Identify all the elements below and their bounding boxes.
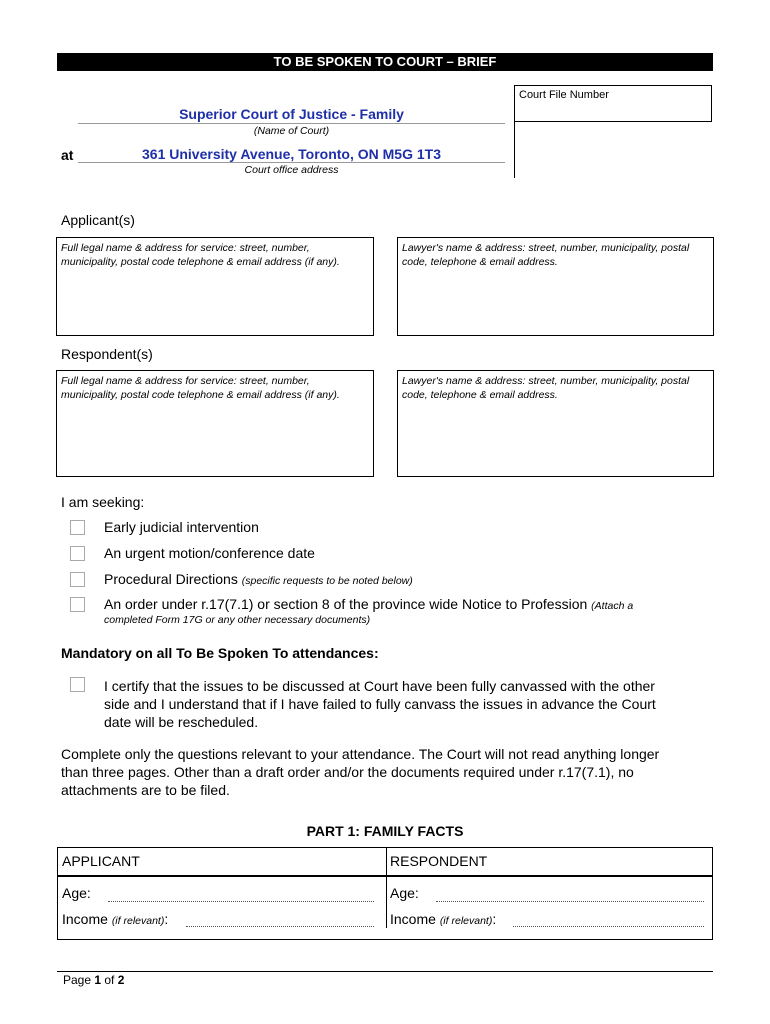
certify-line-3: date will be rescheduled.: [104, 714, 259, 730]
applicant-column-header: APPLICANT: [62, 853, 140, 869]
order-r17-note: (Attach a: [591, 600, 634, 612]
order-r17-checkbox[interactable]: [70, 597, 85, 612]
file-box-divider: [514, 122, 515, 178]
applicant-party-hint: Full legal name & address for service: street, number, municipality, postal code telephone & email address (if any).: [61, 242, 340, 268]
applicant-party-field[interactable]: [56, 237, 374, 336]
court-name-underline: [78, 123, 505, 124]
table-header-divider: [58, 875, 712, 877]
certify-statement: [104, 677, 714, 731]
certify-line-2: side and I understand that if I have failed to fully canvass the issues in advance the Court: [104, 696, 656, 712]
instructions-paragraph: [61, 745, 721, 799]
respondent-lawyer-field[interactable]: [397, 370, 714, 477]
family-facts-table: [57, 847, 713, 940]
applicants-heading: Applicant(s): [61, 212, 135, 228]
order-r17-note-continued: completed Form 17G or any other necessary documents): [104, 614, 371, 626]
court-name-caption: (Name of Court): [253, 125, 330, 137]
procedural-directions-label: Procedural Directions: [104, 571, 238, 587]
applicant-lawyer-field[interactable]: [397, 237, 714, 336]
instructions-line-3: attachments are to be filed.: [61, 782, 230, 798]
instructions-line-2: than three pages. Other than a draft order and/or the documents required under r.17(7.1), no: [61, 764, 634, 780]
page-prefix: Page: [63, 973, 95, 987]
applicant-income-note: (if relevant): [111, 915, 165, 927]
applicant-age-label: Age:: [62, 885, 91, 901]
procedural-directions-option: [104, 571, 413, 587]
urgent-motion-checkbox[interactable]: [70, 546, 85, 561]
respondent-party-hint: Full legal name & address for service: street, number, municipality, postal code telephone & email address (if any).: [61, 375, 340, 401]
urgent-motion-label: An urgent motion/conference date: [104, 545, 315, 561]
page-total: 2: [117, 973, 125, 987]
footer-rule: [57, 971, 713, 972]
page-indicator: [63, 973, 124, 987]
applicant-income-colon: :: [164, 911, 169, 927]
court-file-number-label: Court File Number: [519, 89, 609, 101]
table-column-divider: [386, 848, 387, 928]
instructions-line-1: Complete only the questions relevant to your attendance. The Court will not read anything longer: [61, 746, 660, 762]
applicant-income-label: [62, 911, 168, 927]
respondent-income-note: (if relevant): [439, 915, 493, 927]
at-label: at: [61, 147, 74, 163]
part1-heading: PART 1: FAMILY FACTS: [306, 823, 464, 839]
early-intervention-label: Early judicial intervention: [104, 519, 259, 535]
court-address-underline: [78, 162, 505, 163]
applicant-income-field[interactable]: [186, 926, 374, 927]
mandatory-heading: Mandatory on all To Be Spoken To attendances:: [61, 645, 379, 661]
page-number: 1: [94, 973, 102, 987]
early-intervention-checkbox[interactable]: [70, 520, 85, 535]
court-address-caption: Court office address: [244, 164, 339, 176]
certify-checkbox[interactable]: [70, 677, 85, 692]
respondents-heading: Respondent(s): [61, 346, 153, 362]
order-r17-label: An order under r.17(7.1) or section 8 of the province wide Notice to Profession: [104, 596, 588, 612]
respondent-party-field[interactable]: [56, 370, 374, 477]
procedural-directions-note: (specific requests to be noted below): [241, 575, 413, 587]
court-file-number-field[interactable]: [514, 85, 712, 122]
certify-line-1: I certify that the issues to be discussed at Court have been fully canvassed with the other: [104, 678, 655, 694]
respondent-income-text: Income: [390, 911, 436, 927]
respondent-income-colon: :: [492, 911, 497, 927]
respondent-income-label: [390, 911, 496, 927]
order-r17-option: [104, 596, 704, 612]
respondent-income-field[interactable]: [513, 926, 704, 927]
respondent-column-header: RESPONDENT: [390, 853, 488, 869]
applicant-age-field[interactable]: [108, 901, 374, 902]
respondent-age-label: Age:: [390, 885, 419, 901]
procedural-directions-checkbox[interactable]: [70, 572, 85, 587]
court-name[interactable]: Superior Court of Justice - Family: [179, 106, 404, 122]
court-address[interactable]: 361 University Avenue, Toronto, ON M5G 1T3: [142, 146, 441, 162]
applicant-lawyer-hint: Lawyer's name & address: street, number, municipality, postal code, telephone & email address.: [402, 242, 690, 268]
form-title: TO BE SPOKEN TO COURT – BRIEF: [57, 53, 713, 71]
seeking-heading: I am seeking:: [61, 494, 145, 510]
respondent-lawyer-hint: Lawyer's name & address: street, number, municipality, postal code, telephone & email address.: [402, 375, 690, 401]
applicant-income-text: Income: [62, 911, 108, 927]
respondent-age-field[interactable]: [436, 901, 704, 902]
page-of: of: [101, 973, 118, 987]
